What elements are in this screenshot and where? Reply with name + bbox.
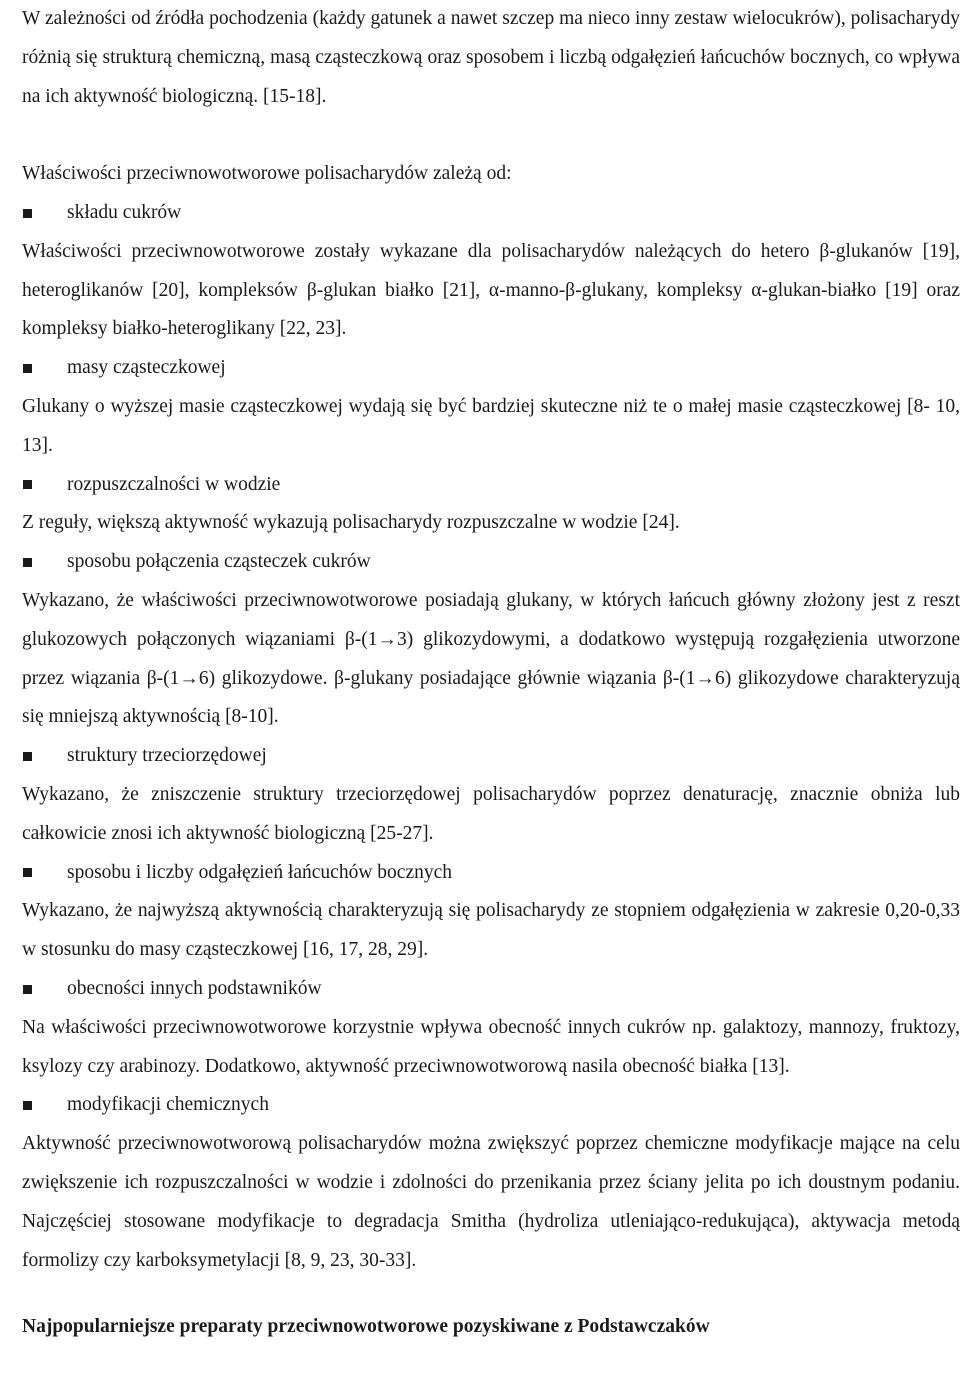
bullet-item xyxy=(22,543,960,582)
section-paragraph: Z reguły, większą aktywność wykazują polisacharydy rozpuszczalne w wodzie [24]. xyxy=(22,512,680,534)
bullet-label: sposobu połączenia cząsteczek cukrów xyxy=(67,551,371,573)
bullet-label: obecności innych podstawników xyxy=(67,977,322,999)
square-bullet-icon xyxy=(23,364,32,373)
section-paragraph: Glukany o wyższej masie cząsteczkowej wydają się być bardziej skuteczne niż te o małej masie cząsteczkowej [8- 10, 13]. xyxy=(22,395,960,456)
bullet-label: sposobu i liczby odgałęzień łańcuchów bocznych xyxy=(67,861,453,883)
square-bullet-icon xyxy=(23,209,32,218)
bullet-item xyxy=(22,466,960,505)
bullet-item xyxy=(22,854,960,893)
square-bullet-icon xyxy=(23,1101,32,1110)
blank-line xyxy=(22,1280,960,1308)
bullet-item xyxy=(22,194,960,233)
bullet-label: modyfikacji chemicznych xyxy=(67,1094,269,1116)
bullet-label: masy cząsteczkowej xyxy=(67,357,226,379)
lead-paragraph: Właściwości przeciwnowotworowe polisacharydów zależą od: xyxy=(22,163,512,185)
blank-line xyxy=(22,116,960,155)
bullet-item xyxy=(22,1086,960,1125)
bullet-item xyxy=(22,349,960,388)
square-bullet-icon xyxy=(23,480,32,489)
intro-paragraph: W zależności od źródła pochodzenia (każdy gatunek a nawet szczep ma nieco inny zestaw wielocukrów), polisacharydy różnią się strukturą chemiczną, masą cząsteczkową oraz sposobem i liczbą odgałęzień łańcuchów bocznych, co wpływa na ich aktywność biologiczną. [15-18]. xyxy=(22,8,960,107)
section-paragraph: Na właściwości przeciwnowotworowe korzystnie wpływa obecność innych cukrów np. galaktozy, mannozy, fruktozy, ksylozy czy arabinozy. Dodatkowo, aktywność przeciwnowotworową nasila obecność białka [13]. xyxy=(22,1016,960,1077)
square-bullet-icon xyxy=(23,868,32,877)
square-bullet-icon xyxy=(23,752,32,761)
closing-heading: Najpopularniejsze preparaty przeciwnowotworowe pozyskiwane z Podstawczaków xyxy=(22,1316,710,1338)
bullet-label: struktury trzeciorzędowej xyxy=(67,745,267,767)
square-bullet-icon xyxy=(23,985,32,994)
section-paragraph: Wykazano, że właściwości przeciwnowotworowe posiadają glukany, w których łańcuch główny złożony jest z reszt glukozowych połączonych wiązaniami β-(1→3) glikozydowymi, a dodatkowo występują rozgałęzienia utworzone przez wiązania β-(1→6) glikozydowe. β-glukany posiadające głównie wiązania β-(1→6) glikozydowe charakteryzują się mniejszą aktywnością [8-10]. xyxy=(22,589,960,728)
section-paragraph: Właściwości przeciwnowotworowe zostały wykazane dla polisacharydów należących do hetero β-glukanów [19], heteroglikanów [20], kompleksów β-glukan białko [21], α-manno-β-glukany, kompleksy α-glukan-białko [19] oraz kompleksy białko-heteroglikany [22, 23]. xyxy=(22,240,960,340)
bullet-item xyxy=(22,737,960,776)
section-paragraph: Wykazano, że najwyższą aktywnością charakteryzują się polisacharydy ze stopniem odgałęzienia w zakresie 0,20-0,33 w stosunku do masy cząsteczkowej [16, 17, 28, 29]. xyxy=(22,900,960,961)
bullet-item xyxy=(22,970,960,1009)
document-page xyxy=(22,0,960,1347)
section-paragraph: Wykazano, że zniszczenie struktury trzeciorzędowej polisacharydów poprzez denaturację, znacznie obniża lub całkowicie znosi ich aktywność biologiczną [25-27]. xyxy=(22,783,960,844)
bullet-label: rozpuszczalności w wodzie xyxy=(67,473,281,495)
section-paragraph: Aktywność przeciwnowotworową polisacharydów można zwiększyć poprzez chemiczne modyfikacje mające na celu zwiększenie ich rozpuszczalności w wodzie i zdolności do przenikania przez ściany jelita po ich doustnym podaniu. Najczęściej stosowane modyfikacje to degradacja Smitha (hydroliza utleniająco-redukująca), aktywacja metodą formolizy czy karboksymetylacji [8, 9, 23, 30-33]. xyxy=(22,1133,960,1271)
bullet-label: składu cukrów xyxy=(67,201,182,223)
square-bullet-icon xyxy=(23,558,32,567)
